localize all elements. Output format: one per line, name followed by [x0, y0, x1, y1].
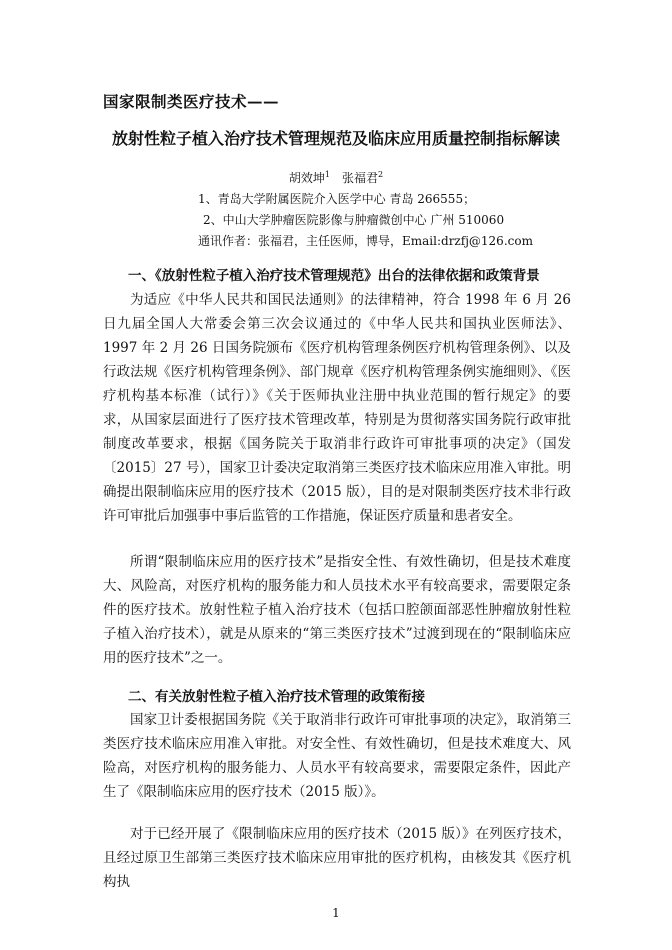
page-number: 1	[332, 906, 340, 920]
document-subtitle: 放射性粒子植入治疗技术管理规范及临床应用质量控制指标解读	[111, 129, 560, 148]
section-2-paragraph-2: 对于已经开展了《限制临床应用的医疗技术（2015 版）》在列医疗技术，且经过原卫生部第三类医疗技术临床应用审批的医疗机构，由核发其《医疗机构执	[103, 826, 571, 890]
affiliation-1: 1、青岛大学附属医院介入医学中心 青岛 266555；	[198, 192, 476, 206]
section-1-heading: 一、《放射性粒子植入治疗技术管理规范》出台的法律依据和政策背景	[128, 268, 540, 284]
section-1-paragraph-1: 为适应《中华人民共和国民法通则》的法律精神，符合 1998 年 6 月 26 日九届全国人大常委会第三次会议通过的《中华人民共和国执业医师法》、1997 年 2 月 26 日国务院颁布《医疗机构管理条例医疗机构管理条例》、以及行政法规《医疗机构管理条例》、部门规章《医疗机构管理条例实施细则》、《医疗机构基本标准（试行）》《关于医师执业注册中执业范围的暂行规定》的要求，从国家层面进行了医疗技术管理改革，特别是为贯彻落实国务院行政审批制度改革要求，根据《国务院关于取消非行政许可审批事项的决定》（国发〔2015〕27 号），国家卫计委决定取消第三类医疗技术临床应用准入审批。明确提出限制临床应用的医疗技术（2015 版），目的是对限制类医疗技术非行政许可审批后加强事中事后监管的工作措施，保证医疗质量和患者安全。	[103, 292, 571, 524]
section-2-heading: 二、有关放射性粒子植入治疗技术管理的政策衔接	[128, 689, 425, 705]
document-title-line1: 国家限制类医疗技术——	[103, 92, 280, 111]
section-2-paragraph-1: 国家卫计委根据国务院《关于取消非行政许可审批事项的决定》，取消第三类医疗技术临床应用准入审批。对安全性、有效性确切，但是技术难度大、风险高，对医疗机构的服务能力、人员水平有较高要求，需要限定条件，因此产生了《限制临床应用的医疗技术（2015 版）》。	[103, 712, 571, 800]
author-line	[0, 169, 672, 186]
author-2: 张福君	[330, 171, 379, 185]
corresponding-author: 通讯作者：张福君，主任医师，博导，Email:drzfj@126.com	[198, 234, 533, 248]
affiliation-2: 2、中山大学肿瘤医院影像与肿瘤微创中心 广州 510060	[203, 213, 505, 227]
author-2-affil-mark: 2	[378, 170, 384, 179]
author-1: 胡效坤	[288, 171, 325, 185]
section-1-paragraph-2: 所谓“限制临床应用的医疗技术”是指安全性、有效性确切，但是技术难度大、风险高，对医疗机构的服务能力和人员技术水平有较高要求，需要限定条件的医疗技术。放射性粒子植入治疗技术（包括口腔颌面部恶性肿瘤放射性粒子植入治疗技术），就是从原来的“第三类医疗技术”过渡到现在的“限制临床应用的医疗技术”之一。	[103, 554, 571, 666]
author-1-affil-mark: 1	[324, 170, 330, 179]
